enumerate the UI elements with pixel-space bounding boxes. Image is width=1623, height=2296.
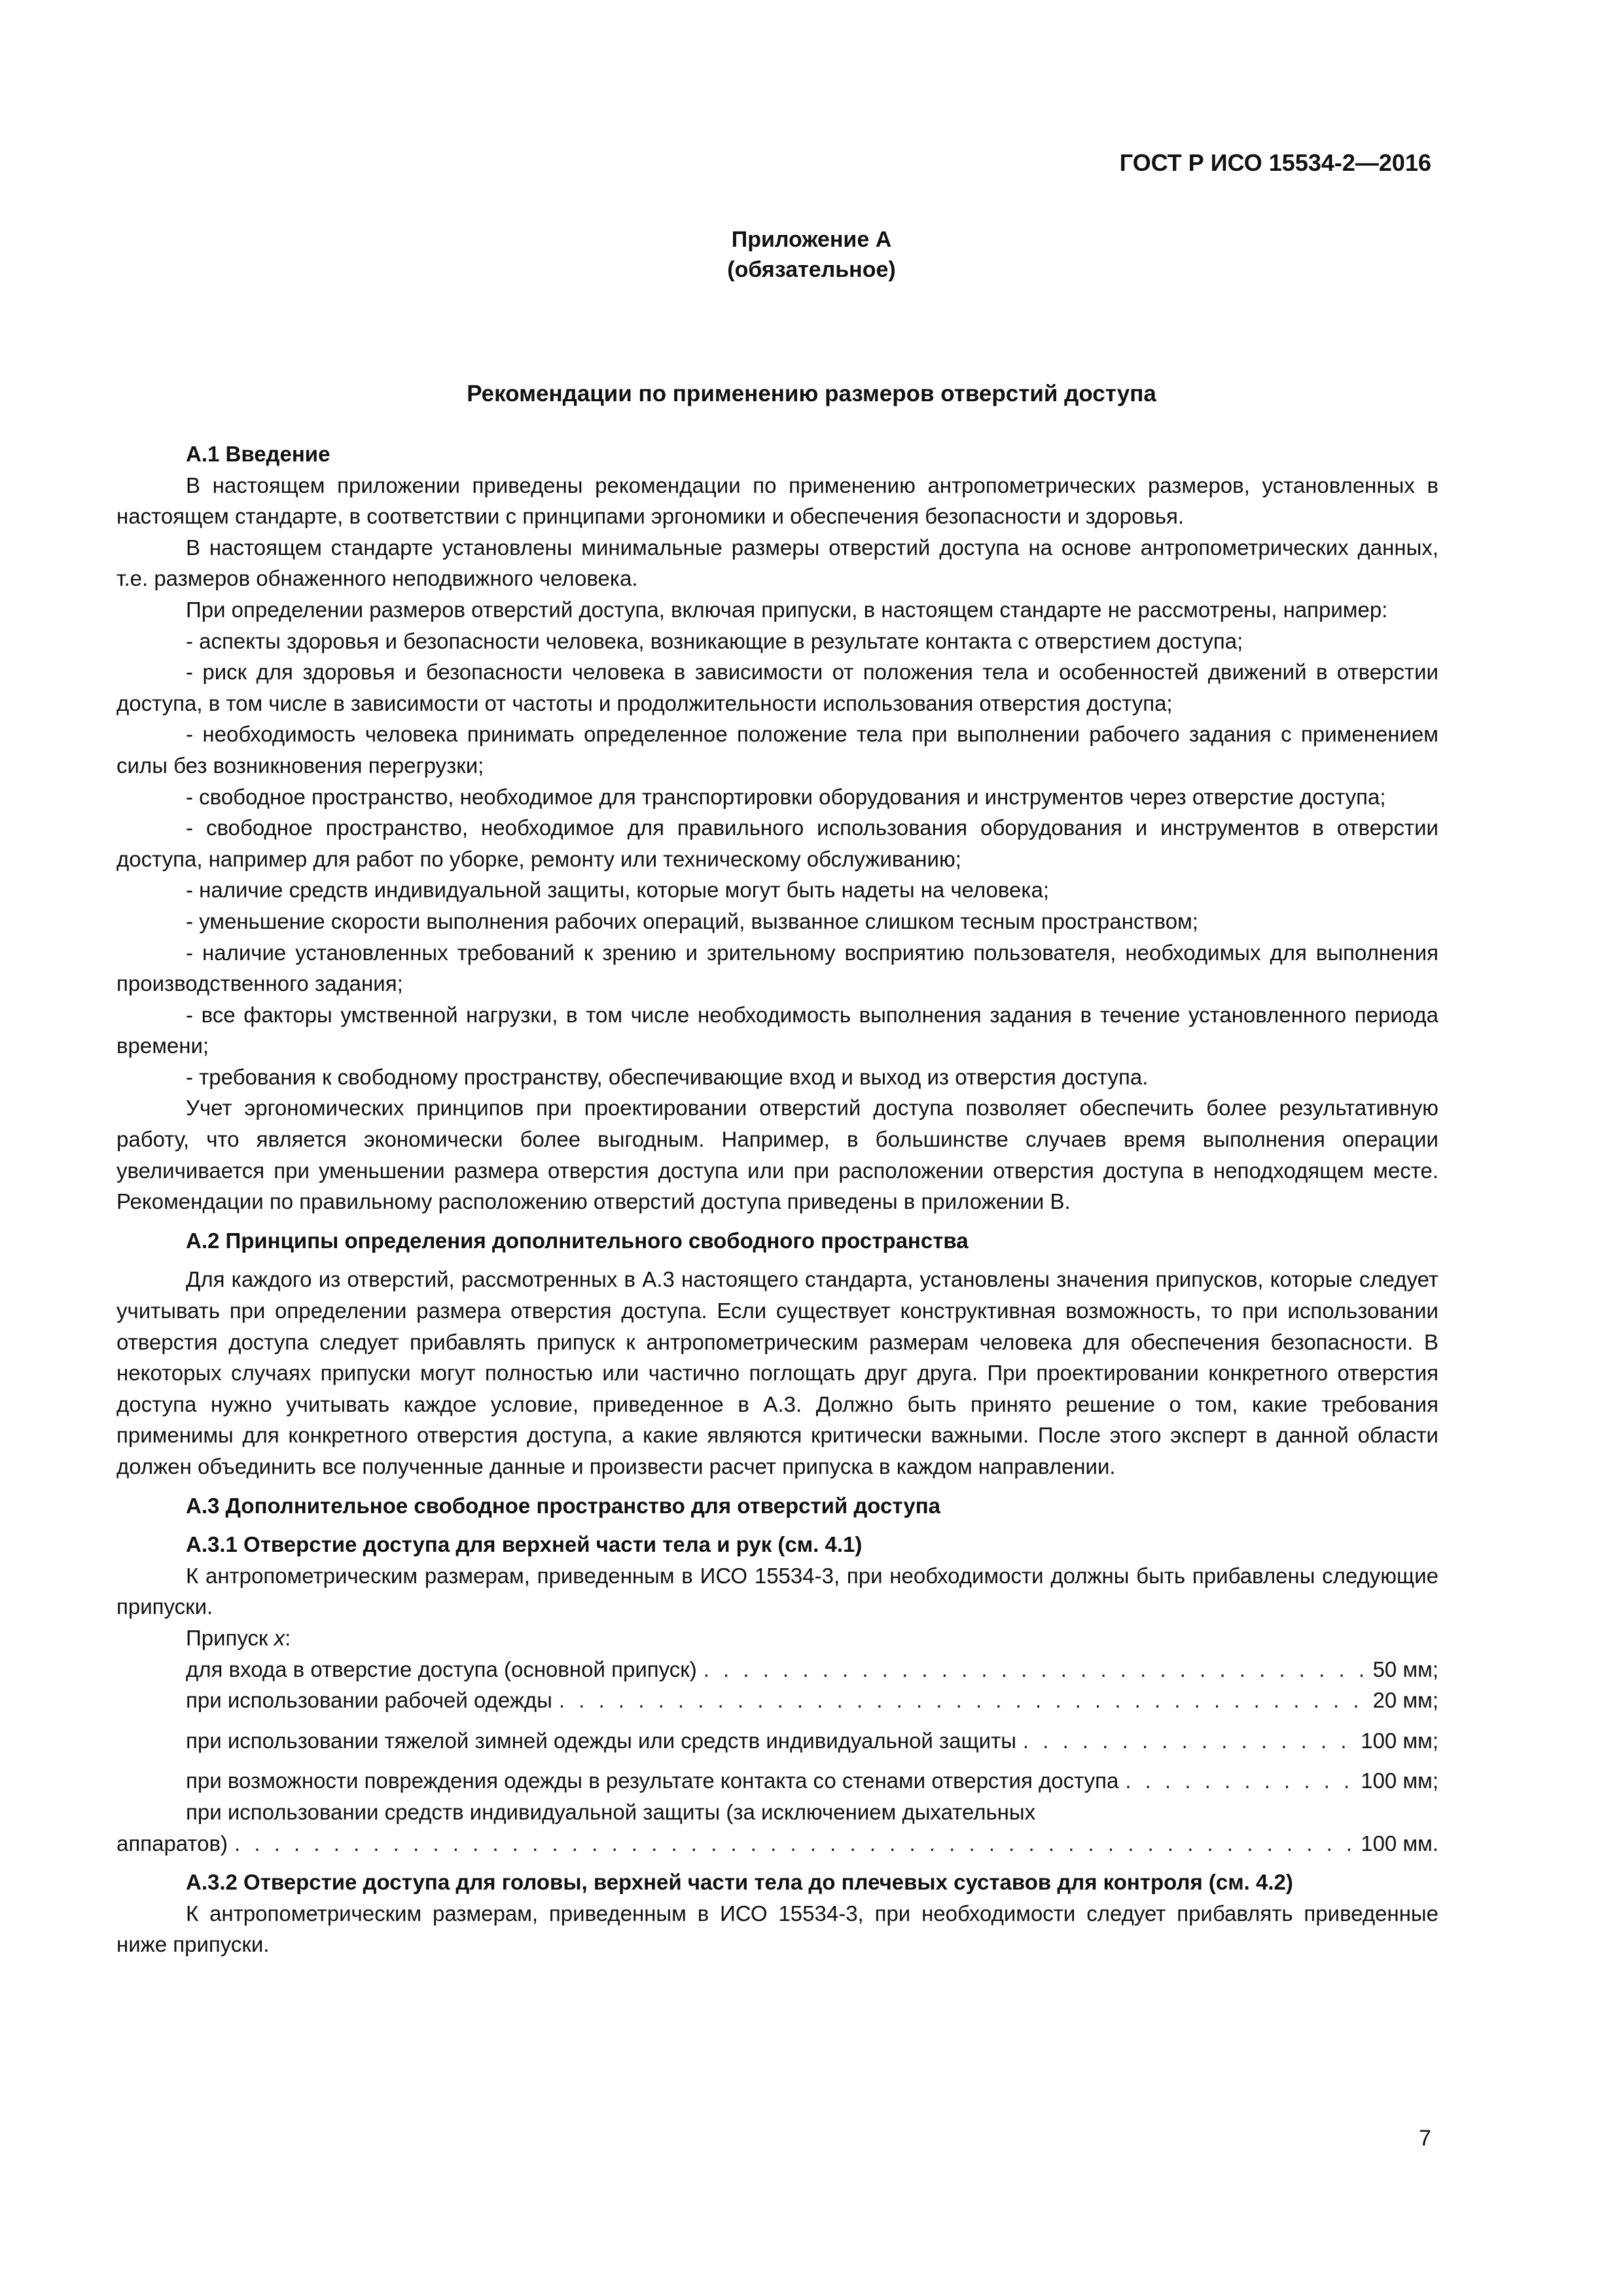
allowance-row — [186, 1654, 1438, 1685]
leader-dots — [1125, 1765, 1354, 1797]
list-item: - необходимость человека принимать определенное положение тела при выполнении рабочего задания с применением силы без возникновения перегрузки; — [116, 722, 1438, 778]
allowance-row — [186, 1765, 1438, 1797]
list-item: - аспекты здоровья и безопасности человека, возникающие в результате контакта с отверстием доступа; — [186, 628, 1243, 653]
allowance-colon: : — [285, 1625, 291, 1650]
list-item: - все факторы умственной нагрузки, в том числе необходимость выполнения задания в течение установленного периода времени; — [116, 1002, 1438, 1058]
allowance-row — [186, 1685, 1438, 1716]
allowance-value: 100 мм; — [1361, 1768, 1438, 1793]
leader-dots — [234, 1828, 1354, 1859]
allowance-label: при использовании рабочей одежды — [186, 1688, 552, 1713]
document-body — [116, 439, 1438, 1960]
paragraph: Для каждого из отверстий, рассмотренных в А.3 настоящего стандарта, установлены значения припусков, которые следует учитывать при определении размера отверстия доступа. Если существует конструктивная возможность, то при использовании отверстия доступа следует прибавлять припуск к антропометрическим размерам человека для обеспечения безопасности. В некоторых случаях припуски могут полностью или частично поглощать друг друга. При проектировании конкретного отверстия доступа нужно учитывать каждое условие, приведенное в А.3. Должно быть принято решение о том, какие требования применимы для конкретного отверстия доступа, а какие являются критически важными. После этого эксперт в данной области должен объединить все полученные данные и произвести расчет припуска в каждом направлении. — [116, 1267, 1438, 1479]
allowance-label: при возможности повреждения одежды в результате контакта со стенами отверстия доступа — [186, 1768, 1119, 1793]
section-a2-heading: А.2 Принципы определения дополнительного свободного пространства — [186, 1228, 969, 1253]
paragraph: К антропометрическим размерам, приведенным в ИСО 15534-3, при необходимости должны быть прибавлены следующие припуски. — [116, 1563, 1438, 1619]
annex-status: (обязательное) — [727, 257, 896, 282]
list-item: - наличие средств индивидуальной защиты, которые могут быть надеты на человека; — [186, 878, 1050, 903]
allowance-value: 100 мм. — [1361, 1831, 1438, 1856]
allowance-variable: x — [274, 1625, 285, 1650]
allowance-label-line2: аппаратов) — [116, 1831, 228, 1856]
allowance-row — [186, 1725, 1438, 1757]
list-item: - свободное пространство, необходимое для транспортировки оборудования и инструментов через отверстие доступа; — [186, 784, 1386, 809]
allowance-value: 20 мм; — [1372, 1688, 1438, 1713]
allowance-row — [116, 1828, 1438, 1859]
paragraph: При определении размеров отверстий доступа, включая припуски, в настоящем стандарте не рассмотрены, например: — [186, 597, 1388, 622]
paragraph: Учет эргономических принципов при проектировании отверстий доступа позволяет обеспечить более результативную работу, что является экономически более выгодным. Например, в большинстве случаев время выполнения операции увеличивается при уменьшении размера отверстия доступа или при расположении отверстия доступа в неподходящем месте. Рекомендации по правильному расположению отверстий доступа приведены в приложении В. — [116, 1096, 1438, 1214]
allowance-value: 100 мм; — [1361, 1728, 1438, 1753]
section-a32-heading: А.3.2 Отверстие доступа для головы, верхней части тела до плечевых суставов для контроля (см. 4.2) — [186, 1870, 1293, 1895]
allowance-intro — [116, 1623, 1438, 1654]
section-a1-heading: А.1 Введение — [186, 442, 330, 466]
leader-dots — [704, 1654, 1366, 1685]
section-a3-heading: А.3 Дополнительное свободное пространство для отверстий доступа — [186, 1493, 941, 1518]
annex-title: Рекомендации по применению размеров отверстий доступа — [467, 381, 1156, 406]
allowance-value: 50 мм; — [1372, 1657, 1438, 1681]
section-a31-heading: А.3.1 Отверстие доступа для верхней части тела и рук (см. 4.1) — [186, 1532, 863, 1557]
list-item: - уменьшение скорости выполнения рабочих операций, вызванное слишком тесным пространством; — [186, 908, 1198, 933]
list-item: - свободное пространство, необходимое для правильного использования оборудования и инструментов в отверстии доступа, например для работ по уборке, ремонту или техническому обслуживанию; — [116, 816, 1438, 871]
list-item: - наличие установленных требований к зрению и зрительному восприятию пользователя, необходимых для выполнения производственного задания; — [116, 940, 1438, 996]
leader-dots — [1023, 1725, 1354, 1757]
paragraph: К антропометрическим размерам, приведенным в ИСО 15534-3, при необходимости следует прибавлять приведенные ниже припуски. — [116, 1901, 1438, 1957]
list-item: - требования к свободному пространству, обеспечивающие вход и выход из отверстия доступа. — [186, 1064, 1149, 1089]
allowance-label-line1: при использовании средств индивидуальной защиты (за исключением дыхательных — [186, 1799, 1036, 1824]
paragraph: В настоящем приложении приведены рекомендации по применению антропометрических размеров, установленных в настоящем стандарте, в соответствии с принципами эргономики и обеспечения безопасности и здоровья. — [116, 473, 1438, 529]
annex-heading — [0, 224, 1623, 285]
page-number: 7 — [1419, 2126, 1431, 2151]
annex-label: Приложение А — [731, 227, 892, 252]
leader-dots — [559, 1685, 1366, 1716]
allowance-prefix: Припуск — [186, 1625, 274, 1650]
allowance-label: при использовании тяжелой зимней одежды или средств индивидуальной защиты — [186, 1728, 1016, 1753]
paragraph: В настоящем стандарте установлены минимальные размеры отверстий доступа на основе антропометрических данных, т.е. размеров обнаженного неподвижного человека. — [116, 535, 1438, 591]
list-item: - риск для здоровья и безопасности человека в зависимости от положения тела и особенностей движений в отверстии доступа, в том числе в зависимости от частоты и продолжительности использования отверстия доступа; — [116, 660, 1438, 715]
document-code: ГОСТ Р ИСО 15534-2—2016 — [1119, 149, 1431, 176]
allowance-label: для входа в отверстие доступа (основной припуск) — [186, 1657, 697, 1681]
